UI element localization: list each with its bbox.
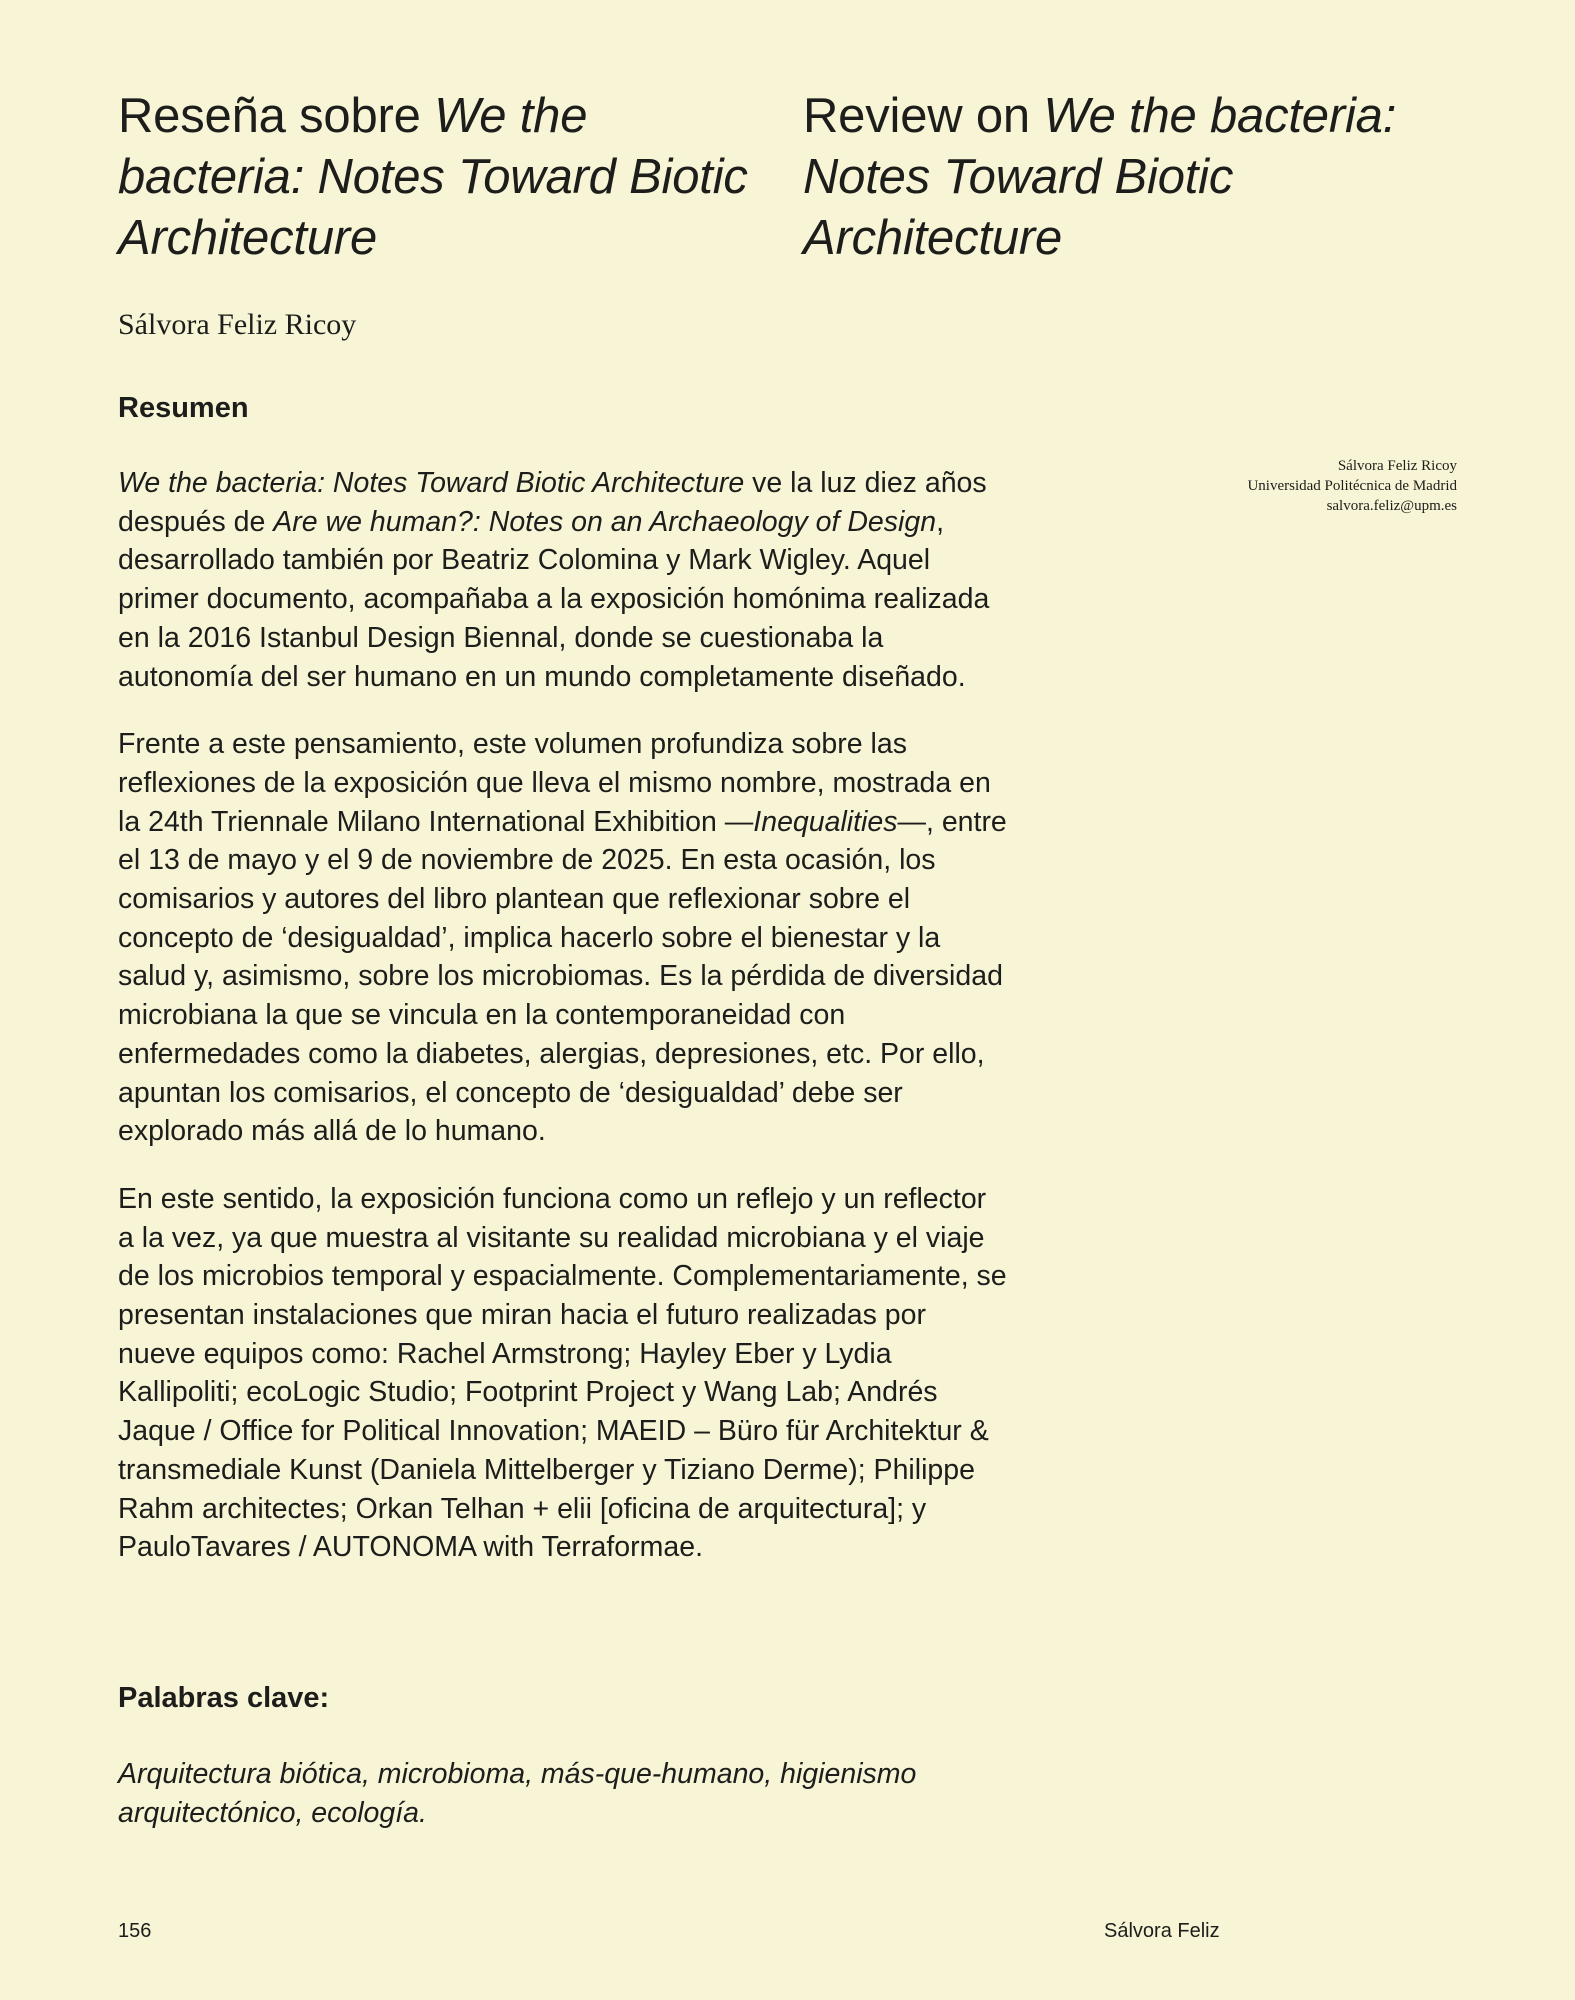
abstract-paragraph-2 bbox=[118, 725, 1008, 1151]
paragraph-2-text-1: Frente a este pensamiento, este volumen profundiza sobre las reflexiones de la exposición que lleva el mismo nombre, mostrada en la 24th Triennale Milano International Exhibition — bbox=[118, 728, 991, 838]
running-footer: Sálvora Feliz bbox=[1104, 1920, 1220, 1942]
paragraph-2-text-2: —, entre el 13 de mayo y el 9 de noviembre de 2025. En esta ocasión, los comisarios y autores del libro plantean que reflexionar sobre el concepto de ‘desigualdad’, implica hacerlo sobre el bienestar y la salud y, asimismo, sobre los microbiomas. Es la pérdida de diversidad microbiana la que se vincula en la contemporaneidad con enfermedades como la diabetes, alergias, depresiones, etc. Por ello, apuntan los comisarios, el concepto de ‘desigualdad’ debe ser explorado más allá de lo humano. bbox=[118, 805, 1007, 1148]
title-spanish-prefix: Reseña sobre bbox=[118, 89, 435, 143]
title-english bbox=[803, 86, 1453, 269]
abstract-heading: Resumen bbox=[118, 392, 249, 424]
affiliation-email: salvora.feliz@upm.es bbox=[1326, 498, 1457, 514]
page-number: 156 bbox=[118, 1920, 152, 1942]
title-english-italic: We the bacteria: Notes Toward Biotic Architecture bbox=[803, 89, 1397, 265]
paragraph-1-italic-1: We the bacteria: Notes Toward Biotic Architecture bbox=[118, 467, 745, 499]
abstract-body bbox=[118, 464, 1008, 1596]
title-spanish-italic: We the bacteria: Notes Toward Biotic Architecture bbox=[118, 89, 748, 265]
affiliation-name: Sálvora Feliz Ricoy bbox=[1337, 458, 1457, 474]
paragraph-1-text-1: ve la luz diez años después de bbox=[118, 467, 987, 538]
keywords-heading: Palabras clave: bbox=[118, 1682, 330, 1714]
paragraph-1-italic-2: Are we human?: Notes on an Archaeology of Design bbox=[273, 505, 937, 538]
title-spanish bbox=[118, 86, 768, 269]
affiliation-institution: Universidad Politécnica de Madrid bbox=[1247, 478, 1457, 494]
affiliation-block bbox=[1057, 456, 1457, 516]
keywords-text: Arquitectura biótica, microbioma, más-que-humano, higienismo arquitectónico, ecología. bbox=[118, 1758, 917, 1829]
abstract-paragraph-3: En este sentido, la exposición funciona como un reflejo y un reflector a la vez, ya que muestra al visitante su realidad microbiana y el viaje de los microbios temporal y espacialmente. Complementariamente, se presentan instalaciones que miran hacia el futuro realizadas por nueve equipos como: Rachel Armstrong; Hayley Eber y Lydia Kallipoliti; ecoLogic Studio; Footprint Project y Wang Lab; Andrés Jaque / Office for Political Innovation; MAEID – Büro für Architektur & transmediale Kunst (Daniela Mittelberger y Tiziano Derme); Philippe Rahm architectes; Orkan Telhan + elii [oficina de arquitectura]; y PauloTavares / AUTONOMA with Terraformae. bbox=[118, 1182, 1007, 1564]
paragraph-2-italic-1: Inequalities bbox=[753, 805, 898, 838]
paragraph-1-text-2: , desarrollado también por Beatriz Colomina y Mark Wigley. Aquel primer documento, acompañaba a la exposición homónima realizada en la 2016 Istanbul Design Biennal, donde se cuestionaba la autonomía del ser humano en un mundo completamente diseñado. bbox=[118, 505, 990, 693]
abstract-paragraph-1 bbox=[118, 464, 1008, 696]
author-name: Sálvora Feliz Ricoy bbox=[118, 308, 357, 341]
title-english-prefix: Review on bbox=[803, 89, 1044, 143]
